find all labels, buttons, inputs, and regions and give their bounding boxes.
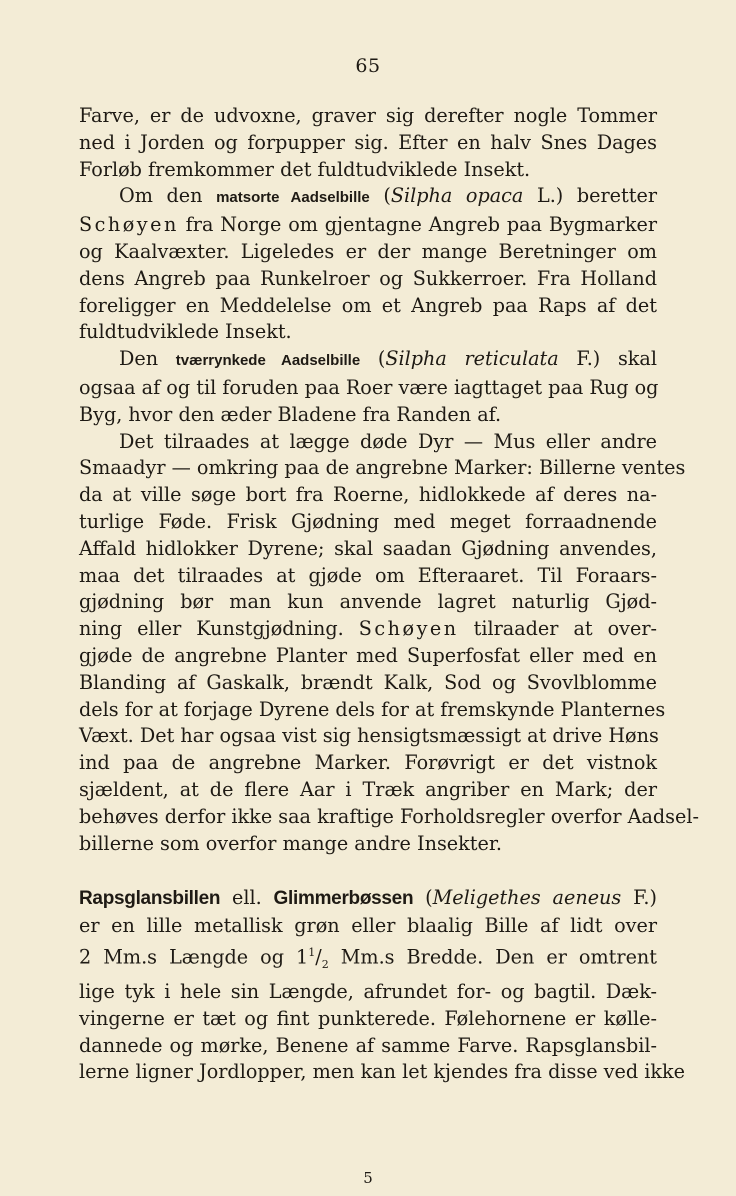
species-common-name: tværrynkede Aadselbille bbox=[175, 352, 361, 370]
printer-signature-mark: 5 bbox=[363, 1169, 373, 1187]
text-line: da at ville søge bort fra Roerne, hidlokkede af deres na- bbox=[79, 483, 657, 507]
text-fragment: Mm.s Bredde. Den er omtrent bbox=[328, 945, 657, 969]
species-latin-name: Meligethes aeneus bbox=[432, 886, 622, 910]
text-line: Forløb fremkommer det fuldtudviklede Insekt. bbox=[79, 157, 531, 181]
text-line: billerne som overfor mange andre Insekter. bbox=[79, 831, 502, 855]
text-fragment: 2 Mm.s Længde og 1 bbox=[79, 945, 309, 969]
text-line: ind paa de angrebne Marker. Forøvrigt er det vistnok bbox=[79, 751, 657, 775]
species-latin-name: Silpha opaca bbox=[390, 184, 524, 208]
text-line: og Kaalvæxter. Ligeledes er der mange Beretninger om bbox=[79, 239, 657, 263]
text-line: lerne ligner Jordlopper, men kan let kjendes fra disse ved ikke bbox=[79, 1060, 685, 1084]
text-line: gjøde de angrebne Planter med Superfosfat eller med en bbox=[79, 643, 657, 667]
section-heading-rapsglansbillen bbox=[79, 885, 657, 913]
text-line: Farve, er de udvoxne, graver sig derefter nogle Tommer bbox=[79, 104, 657, 127]
fraction-denominator: 2 bbox=[321, 958, 329, 972]
text-line bbox=[79, 616, 657, 643]
text-line: maa det tilraades at gjøde om Efteraaret. Til Foraars- bbox=[79, 563, 657, 587]
text-line: Væxt. Det har ogsaa vist sig hensigtsmæssigt at drive Høns bbox=[79, 724, 659, 748]
text-line: fuldtudviklede Insekt. bbox=[79, 320, 292, 344]
text-line: gjødning bør man kun anvende lagret naturlig Gjød- bbox=[79, 590, 657, 614]
text-line: ned i Jorden og forpupper sig. Efter en halv Snes Dages bbox=[79, 130, 657, 154]
section-heading-alt-name: Glimmerbøssen bbox=[273, 888, 414, 910]
text-fragment: ( bbox=[369, 184, 391, 208]
text-line bbox=[79, 212, 657, 239]
body-text bbox=[79, 103, 699, 1086]
species-common-name: matsorte Aadselbille bbox=[216, 189, 370, 207]
author-name: Schøyen bbox=[358, 617, 459, 641]
author-name: Schøyen bbox=[79, 213, 179, 237]
fraction-numerator: 1 bbox=[308, 945, 316, 959]
text-line: behøves derfor ikke saa kraftige Forholdsregler overfor Aadsel- bbox=[79, 804, 699, 828]
text-line: dens Angreb paa Runkelroer og Sukkerroer. Fra Holland bbox=[79, 266, 657, 290]
section-gap bbox=[79, 857, 657, 885]
text-fragment: F.) bbox=[621, 886, 657, 910]
text-line: ogsaa af og til foruden paa Roer være iagttaget paa Rug og bbox=[79, 375, 659, 399]
paragraph-silpha-opaca bbox=[79, 183, 657, 212]
text-fragment: L.) beretter bbox=[523, 184, 657, 208]
text-line: Det tilraades at lægge døde Dyr — Mus eller andre bbox=[119, 429, 657, 453]
text-line: sjældent, at de flere Aar i Træk angriber en Mark; der bbox=[79, 777, 657, 801]
text-line: lige tyk i hele sin Længde, afrundet for- og bagtil. Dæk- bbox=[79, 979, 657, 1003]
text-fragment: tilraader at over- bbox=[458, 617, 657, 641]
text-line: Byg, hvor den æder Bladene fra Randen af. bbox=[79, 402, 502, 426]
text-fragment: ell. bbox=[220, 886, 274, 910]
fraction-slash: / bbox=[315, 945, 322, 969]
text-fragment: ning eller Kunstgjødning. bbox=[79, 617, 359, 641]
species-latin-name: Silpha reticulata bbox=[385, 347, 559, 371]
text-fragment: ( bbox=[413, 886, 433, 910]
text-line: er en lille metallisk grøn eller blaalig Bille af lidt over bbox=[79, 914, 657, 938]
text-line: Blanding af Gaskalk, brændt Kalk, Sod og Svovlblomme bbox=[79, 670, 657, 694]
text-line: vingerne er tæt og fint punkterede. Følehornene er kølle- bbox=[79, 1006, 657, 1030]
text-line: turlige Føde. Frisk Gjødning med meget forraadnende bbox=[79, 509, 657, 533]
paragraph-silpha-reticulata bbox=[79, 346, 657, 375]
text-line: Smaadyr — omkring paa de angrebne Marker: Billerne ventes bbox=[79, 456, 686, 480]
text-line: dels for at forjage Dyrene dels for at fremskynde Planternes bbox=[79, 697, 666, 721]
text-fragment: F.) skal bbox=[558, 347, 657, 371]
section-heading-name: Rapsglansbillen bbox=[79, 888, 221, 910]
text-fragment: Om den bbox=[119, 184, 217, 208]
text-fragment: Den bbox=[119, 347, 176, 371]
text-line: foreligger en Meddelelse om et Angreb paa Raps af det bbox=[79, 293, 657, 317]
page-number: 65 bbox=[355, 55, 381, 77]
text-line: Affald hidlokker Dyrene; skal saadan Gjødning anvendes, bbox=[79, 536, 657, 560]
text-line bbox=[79, 940, 657, 979]
text-fragment: ( bbox=[360, 347, 386, 371]
text-line: dannede og mørke, Benene af samme Farve. Rapsglansbil- bbox=[79, 1033, 657, 1057]
text-fragment: fra Norge om gjentagne Angreb paa Bygmarker bbox=[178, 213, 657, 237]
